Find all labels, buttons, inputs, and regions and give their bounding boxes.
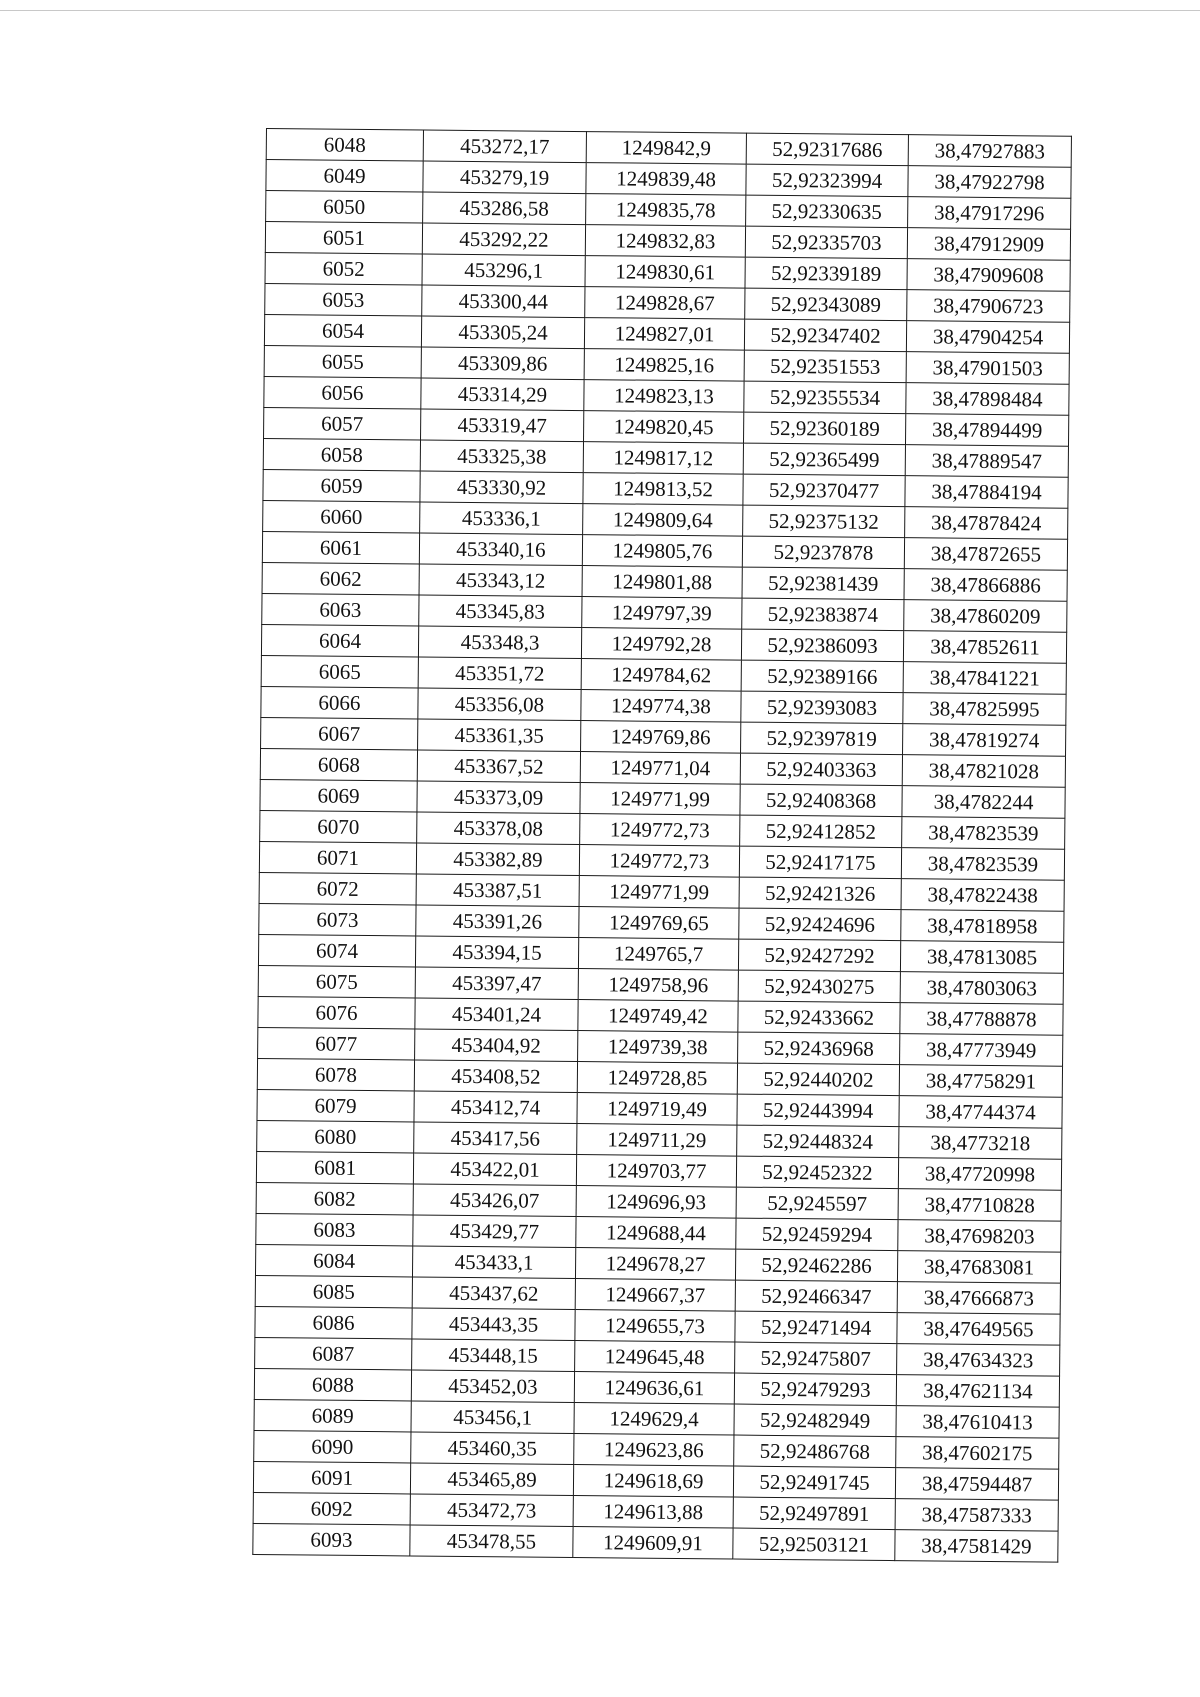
- latitude-cell: 52,92355534: [744, 381, 906, 414]
- longitude-cell: 38,47822438: [901, 879, 1064, 912]
- x-coordinate-cell: 453305,24: [421, 316, 584, 349]
- x-coordinate-cell: 453401,24: [415, 998, 578, 1031]
- y-coordinate-cell: 1249823,13: [584, 380, 744, 413]
- longitude-cell: 38,47866886: [904, 569, 1067, 602]
- y-coordinate-cell: 1249618,69: [573, 1465, 733, 1498]
- longitude-cell: 38,47698203: [898, 1220, 1061, 1253]
- point-number-cell: 6054: [264, 314, 421, 347]
- longitude-cell: 38,47894499: [905, 414, 1068, 447]
- latitude-cell: 52,92421326: [739, 877, 901, 910]
- longitude-cell: 38,47621134: [896, 1375, 1059, 1408]
- longitude-cell: 38,47841221: [903, 662, 1066, 695]
- x-coordinate-cell: 453378,08: [417, 812, 580, 845]
- y-coordinate-cell: 1249792,28: [581, 628, 741, 661]
- latitude-cell: 52,92448324: [737, 1125, 899, 1158]
- point-number-cell: 6066: [261, 686, 418, 719]
- y-coordinate-cell: 1249696,93: [576, 1186, 736, 1219]
- latitude-cell: 52,92365499: [743, 443, 905, 476]
- coordinates-table-body: [253, 129, 1072, 1563]
- longitude-cell: 38,47594487: [895, 1468, 1058, 1501]
- y-coordinate-cell: 1249828,67: [585, 287, 745, 320]
- x-coordinate-cell: 453340,16: [419, 533, 582, 566]
- point-number-cell: 6092: [253, 1492, 410, 1525]
- point-number-cell: 6053: [265, 283, 422, 316]
- y-coordinate-cell: 1249830,61: [585, 256, 745, 289]
- latitude-cell: 52,92436968: [738, 1032, 900, 1065]
- x-coordinate-cell: 453408,52: [414, 1060, 577, 1093]
- point-number-cell: 6072: [259, 872, 416, 905]
- point-number-cell: 6058: [263, 438, 420, 471]
- latitude-cell: 52,92466347: [735, 1280, 897, 1313]
- latitude-cell: 52,92440202: [737, 1063, 899, 1096]
- longitude-cell: 38,47860209: [904, 600, 1067, 633]
- x-coordinate-cell: 453286,58: [423, 192, 586, 225]
- point-number-cell: 6081: [256, 1151, 413, 1184]
- longitude-cell: 38,47917296: [908, 197, 1071, 230]
- point-number-cell: 6056: [264, 376, 421, 409]
- longitude-cell: 38,47884194: [905, 476, 1068, 509]
- y-coordinate-cell: 1249609,91: [573, 1527, 733, 1560]
- y-coordinate-cell: 1249797,39: [582, 597, 742, 630]
- x-coordinate-cell: 453391,26: [416, 905, 579, 938]
- x-coordinate-cell: 453460,35: [411, 1432, 574, 1465]
- latitude-cell: 52,92475807: [735, 1342, 897, 1375]
- x-coordinate-cell: 453448,15: [412, 1339, 575, 1372]
- latitude-cell: 52,92471494: [735, 1311, 897, 1344]
- y-coordinate-cell: 1249719,49: [577, 1093, 737, 1126]
- longitude-cell: 38,47683081: [897, 1251, 1060, 1284]
- y-coordinate-cell: 1249739,38: [578, 1031, 738, 1064]
- longitude-cell: 38,47744374: [899, 1096, 1062, 1129]
- point-number-cell: 6093: [253, 1523, 410, 1556]
- x-coordinate-cell: 453465,89: [410, 1463, 573, 1496]
- x-coordinate-cell: 453279,19: [423, 161, 586, 194]
- longitude-cell: 38,47666873: [897, 1282, 1060, 1315]
- longitude-cell: 38,47803063: [900, 972, 1063, 1005]
- point-number-cell: 6055: [264, 345, 421, 378]
- point-number-cell: 6085: [255, 1275, 412, 1308]
- latitude-cell: 52,92459294: [736, 1218, 898, 1251]
- x-coordinate-cell: 453356,08: [418, 688, 581, 721]
- x-coordinate-cell: 453394,15: [415, 936, 578, 969]
- latitude-cell: 52,92403363: [740, 753, 902, 786]
- longitude-cell: 38,47906723: [907, 290, 1070, 323]
- x-coordinate-cell: 453456,1: [411, 1401, 574, 1434]
- y-coordinate-cell: 1249772,73: [579, 845, 739, 878]
- longitude-cell: 38,47581429: [895, 1530, 1058, 1563]
- point-number-cell: 6084: [255, 1244, 412, 1277]
- latitude-cell: 52,92408368: [740, 784, 902, 817]
- latitude-cell: 52,92343089: [745, 288, 907, 321]
- latitude-cell: 52,92389166: [741, 660, 903, 693]
- y-coordinate-cell: 1249825,16: [584, 349, 744, 382]
- x-coordinate-cell: 453367,52: [417, 750, 580, 783]
- x-coordinate-cell: 453300,44: [422, 285, 585, 318]
- y-coordinate-cell: 1249623,86: [574, 1434, 734, 1467]
- y-coordinate-cell: 1249667,37: [575, 1279, 735, 1312]
- y-coordinate-cell: 1249809,64: [583, 504, 743, 537]
- point-number-cell: 6077: [258, 1027, 415, 1060]
- point-number-cell: 6059: [263, 469, 420, 502]
- point-number-cell: 6070: [260, 810, 417, 843]
- y-coordinate-cell: 1249711,29: [577, 1124, 737, 1157]
- y-coordinate-cell: 1249769,65: [579, 907, 739, 940]
- longitude-cell: 38,47901503: [906, 352, 1069, 385]
- y-coordinate-cell: 1249636,61: [574, 1372, 734, 1405]
- y-coordinate-cell: 1249703,77: [576, 1155, 736, 1188]
- point-number-cell: 6048: [266, 129, 423, 162]
- x-coordinate-cell: 453452,03: [411, 1370, 574, 1403]
- latitude-cell: 52,92317686: [746, 133, 908, 166]
- point-number-cell: 6069: [260, 779, 417, 812]
- y-coordinate-cell: 1249613,88: [573, 1496, 733, 1529]
- point-number-cell: 6067: [261, 717, 418, 750]
- latitude-cell: 52,92381439: [742, 567, 904, 600]
- x-coordinate-cell: 453472,73: [410, 1494, 573, 1527]
- longitude-cell: 38,47909608: [907, 259, 1070, 292]
- point-number-cell: 6087: [255, 1337, 412, 1370]
- x-coordinate-cell: 453351,72: [418, 657, 581, 690]
- x-coordinate-cell: 453319,47: [421, 409, 584, 442]
- x-coordinate-cell: 453345,83: [419, 595, 582, 628]
- point-number-cell: 6080: [257, 1120, 414, 1153]
- x-coordinate-cell: 453382,89: [416, 843, 579, 876]
- y-coordinate-cell: 1249839,48: [586, 163, 746, 196]
- point-number-cell: 6079: [257, 1089, 414, 1122]
- latitude-cell: 52,9237878: [742, 536, 904, 569]
- x-coordinate-cell: 453397,47: [415, 967, 578, 1000]
- longitude-cell: 38,47922798: [908, 166, 1071, 199]
- point-number-cell: 6051: [265, 222, 422, 255]
- point-number-cell: 6049: [266, 160, 423, 193]
- point-number-cell: 6063: [262, 593, 419, 626]
- point-number-cell: 6073: [259, 903, 416, 936]
- x-coordinate-cell: 453433,1: [412, 1246, 575, 1279]
- x-coordinate-cell: 453412,74: [414, 1091, 577, 1124]
- longitude-cell: 38,47904254: [906, 321, 1069, 354]
- latitude-cell: 52,92351553: [744, 350, 906, 383]
- y-coordinate-cell: 1249771,99: [579, 876, 739, 909]
- longitude-cell: 38,4782244: [902, 786, 1065, 819]
- y-coordinate-cell: 1249771,04: [580, 752, 740, 785]
- longitude-cell: 38,47649565: [897, 1313, 1060, 1346]
- latitude-cell: 52,92375132: [743, 505, 905, 538]
- latitude-cell: 52,92479293: [734, 1373, 896, 1406]
- y-coordinate-cell: 1249758,96: [578, 969, 738, 1002]
- longitude-cell: 38,47898484: [906, 383, 1069, 416]
- point-number-cell: 6071: [259, 841, 416, 874]
- longitude-cell: 38,47912909: [907, 228, 1070, 261]
- y-coordinate-cell: 1249645,48: [575, 1341, 735, 1374]
- latitude-cell: 52,92430275: [738, 970, 900, 1003]
- x-coordinate-cell: 453325,38: [420, 440, 583, 473]
- y-coordinate-cell: 1249728,85: [577, 1062, 737, 1095]
- longitude-cell: 38,47710828: [898, 1189, 1061, 1222]
- latitude-cell: 52,92397819: [741, 722, 903, 755]
- point-number-cell: 6088: [254, 1368, 411, 1401]
- point-number-cell: 6060: [263, 500, 420, 533]
- y-coordinate-cell: 1249655,73: [575, 1310, 735, 1343]
- x-coordinate-cell: 453443,35: [412, 1308, 575, 1341]
- latitude-cell: 52,92497891: [733, 1497, 895, 1530]
- x-coordinate-cell: 453429,77: [413, 1215, 576, 1248]
- x-coordinate-cell: 453361,35: [418, 719, 581, 752]
- point-number-cell: 6086: [255, 1306, 412, 1339]
- x-coordinate-cell: 453348,3: [418, 626, 581, 659]
- latitude-cell: 52,92412852: [740, 815, 902, 848]
- x-coordinate-cell: 453296,1: [422, 254, 585, 287]
- latitude-cell: 52,92339189: [745, 257, 907, 290]
- point-number-cell: 6090: [254, 1430, 411, 1463]
- point-number-cell: 6076: [258, 996, 415, 1029]
- x-coordinate-cell: 453272,17: [423, 130, 586, 163]
- latitude-cell: 52,92370477: [743, 474, 905, 507]
- y-coordinate-cell: 1249827,01: [584, 318, 744, 351]
- x-coordinate-cell: 453437,62: [412, 1277, 575, 1310]
- latitude-cell: 52,92383874: [742, 598, 904, 631]
- y-coordinate-cell: 1249749,42: [578, 1000, 738, 1033]
- latitude-cell: 52,92491745: [733, 1466, 895, 1499]
- latitude-cell: 52,92330635: [746, 195, 908, 228]
- latitude-cell: 52,92443994: [737, 1094, 899, 1127]
- y-coordinate-cell: 1249801,88: [582, 566, 742, 599]
- point-number-cell: 6061: [262, 531, 419, 564]
- longitude-cell: 38,47788878: [900, 1003, 1063, 1036]
- coordinates-table: [252, 128, 1072, 1563]
- point-number-cell: 6052: [265, 252, 422, 285]
- longitude-cell: 38,47927883: [908, 135, 1071, 168]
- point-number-cell: 6082: [256, 1182, 413, 1215]
- latitude-cell: 52,92335703: [745, 226, 907, 259]
- longitude-cell: 38,47610413: [896, 1406, 1059, 1439]
- y-coordinate-cell: 1249774,38: [581, 690, 741, 723]
- x-coordinate-cell: 453330,92: [420, 471, 583, 504]
- latitude-cell: 52,9245597: [736, 1187, 898, 1220]
- x-coordinate-cell: 453387,51: [416, 874, 579, 907]
- point-number-cell: 6083: [256, 1213, 413, 1246]
- point-number-cell: 6078: [257, 1058, 414, 1091]
- x-coordinate-cell: 453404,92: [415, 1029, 578, 1062]
- longitude-cell: 38,47889547: [905, 445, 1068, 478]
- x-coordinate-cell: 453417,56: [414, 1122, 577, 1155]
- longitude-cell: 38,47878424: [905, 507, 1068, 540]
- y-coordinate-cell: 1249688,44: [576, 1217, 736, 1250]
- longitude-cell: 38,47587333: [895, 1499, 1058, 1532]
- longitude-cell: 38,47602175: [896, 1437, 1059, 1470]
- latitude-cell: 52,92424696: [739, 908, 901, 941]
- latitude-cell: 52,92417175: [739, 846, 901, 879]
- longitude-cell: 38,47825995: [903, 693, 1066, 726]
- y-coordinate-cell: 1249772,73: [580, 814, 740, 847]
- y-coordinate-cell: 1249835,78: [586, 194, 746, 227]
- latitude-cell: 52,92486768: [734, 1435, 896, 1468]
- longitude-cell: 38,47823539: [902, 817, 1065, 850]
- point-number-cell: 6068: [260, 748, 417, 781]
- latitude-cell: 52,92462286: [735, 1249, 897, 1282]
- x-coordinate-cell: 453478,55: [410, 1525, 573, 1558]
- y-coordinate-cell: 1249784,62: [581, 659, 741, 692]
- latitude-cell: 52,92360189: [743, 412, 905, 445]
- x-coordinate-cell: 453292,22: [422, 223, 585, 256]
- point-number-cell: 6050: [266, 191, 423, 224]
- latitude-cell: 52,92433662: [738, 1001, 900, 1034]
- point-number-cell: 6074: [258, 934, 415, 967]
- x-coordinate-cell: 453343,12: [419, 564, 582, 597]
- point-number-cell: 6065: [261, 655, 418, 688]
- x-coordinate-cell: 453309,86: [421, 347, 584, 380]
- y-coordinate-cell: 1249842,9: [586, 132, 746, 165]
- longitude-cell: 38,47773949: [900, 1034, 1063, 1067]
- x-coordinate-cell: 453314,29: [421, 378, 584, 411]
- x-coordinate-cell: 453422,01: [413, 1153, 576, 1186]
- longitude-cell: 38,47634323: [897, 1344, 1060, 1377]
- y-coordinate-cell: 1249820,45: [584, 411, 744, 444]
- x-coordinate-cell: 453336,1: [420, 502, 583, 535]
- latitude-cell: 52,92323994: [746, 164, 908, 197]
- point-number-cell: 6075: [258, 965, 415, 998]
- y-coordinate-cell: 1249629,4: [574, 1403, 734, 1436]
- longitude-cell: 38,47819274: [903, 724, 1066, 757]
- y-coordinate-cell: 1249678,27: [575, 1248, 735, 1281]
- point-number-cell: 6091: [253, 1461, 410, 1494]
- latitude-cell: 52,92347402: [744, 319, 906, 352]
- y-coordinate-cell: 1249832,83: [585, 225, 745, 258]
- point-number-cell: 6064: [261, 624, 418, 657]
- point-number-cell: 6089: [254, 1399, 411, 1432]
- longitude-cell: 38,4773218: [899, 1127, 1062, 1160]
- longitude-cell: 38,47852611: [903, 631, 1066, 664]
- point-number-cell: 6062: [262, 562, 419, 595]
- x-coordinate-cell: 453373,09: [417, 781, 580, 814]
- longitude-cell: 38,47821028: [902, 755, 1065, 788]
- y-coordinate-cell: 1249817,12: [583, 442, 743, 475]
- y-coordinate-cell: 1249769,86: [581, 721, 741, 754]
- longitude-cell: 38,47813085: [900, 941, 1063, 974]
- latitude-cell: 52,92482949: [734, 1404, 896, 1437]
- y-coordinate-cell: 1249765,7: [578, 938, 738, 971]
- latitude-cell: 52,92393083: [741, 691, 903, 724]
- longitude-cell: 38,47720998: [898, 1158, 1061, 1191]
- latitude-cell: 52,92503121: [733, 1528, 895, 1561]
- point-number-cell: 6057: [264, 407, 421, 440]
- x-coordinate-cell: 453426,07: [413, 1184, 576, 1217]
- y-coordinate-cell: 1249813,52: [583, 473, 743, 506]
- longitude-cell: 38,47823539: [901, 848, 1064, 881]
- latitude-cell: 52,92452322: [736, 1156, 898, 1189]
- y-coordinate-cell: 1249771,99: [580, 783, 740, 816]
- scan-edge-line: [0, 10, 1200, 11]
- latitude-cell: 52,92386093: [741, 629, 903, 662]
- latitude-cell: 52,92427292: [738, 939, 900, 972]
- longitude-cell: 38,47758291: [899, 1065, 1062, 1098]
- y-coordinate-cell: 1249805,76: [582, 535, 742, 568]
- longitude-cell: 38,47818958: [901, 910, 1064, 943]
- longitude-cell: 38,47872655: [904, 538, 1067, 571]
